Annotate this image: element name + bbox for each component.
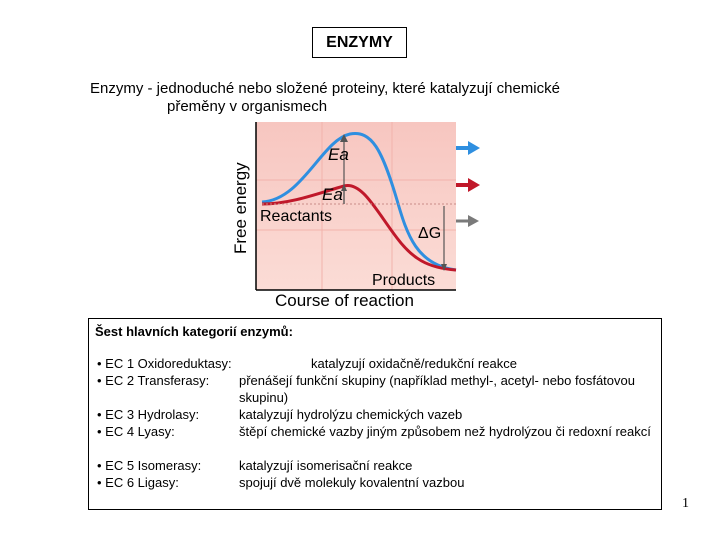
products-label: Products xyxy=(372,272,436,289)
ec-item-label: • EC 3 Hydrolasy: xyxy=(97,407,200,422)
ec-item-desc: štěpí chemické vazby jiným způsobem než hydrolýzou či redoxní reakcí xyxy=(239,424,651,439)
x-axis-label: Course of reaction xyxy=(275,291,414,310)
ec-item-desc: katalyzují isomerisační reakce xyxy=(239,458,413,473)
ec-item-desc: přenášejí funkční skupiny (například methyl-, acetyl- nebo fosfátovou skupinu) xyxy=(239,373,635,405)
enzyme-categories-box xyxy=(88,318,662,510)
y-axis-label: Free energy xyxy=(232,162,250,254)
energy-diagram-svg xyxy=(232,120,488,316)
intro-line-2: přeměny v organismech xyxy=(167,98,328,115)
ec-item-label: • EC 4 Lyasy: xyxy=(97,424,175,439)
ec-item-desc: katalyzují hydrolýzu chemických vazeb xyxy=(239,407,463,422)
page-number: 1 xyxy=(682,496,689,511)
slide-title xyxy=(312,27,407,58)
ec-item-desc: katalyzují oxidačně/redukční reakce xyxy=(311,356,517,371)
red-output-arrow-head xyxy=(468,178,480,192)
reactants-label: Reactants xyxy=(260,208,333,225)
energy-diagram xyxy=(232,120,488,316)
delta-g-label: ΔG xyxy=(418,225,442,242)
slide-title-text: ENZYMY xyxy=(326,33,393,51)
categories-heading: Šest hlavních kategorií enzymů: xyxy=(95,324,293,339)
ec-item-label: • EC 1 Oxidoreduktasy: xyxy=(97,356,232,371)
ec-item-label: • EC 5 Isomerasy: xyxy=(97,458,202,473)
intro-text xyxy=(90,80,560,116)
ec-item-label: • EC 6 Ligasy: xyxy=(97,475,179,490)
gray-output-arrow-head xyxy=(468,215,479,227)
ea-label-catalyzed: Ea xyxy=(322,185,343,204)
ec-item-desc: spojují dvě molekuly kovalentní vazbou xyxy=(239,475,465,490)
intro-line-1: Enzymy - jednoduché nebo složené proteiny, které katalyzují chemické xyxy=(90,80,560,97)
ec-item-label: • EC 2 Transferasy: xyxy=(97,373,210,388)
ea-label-uncatalyzed: Ea xyxy=(328,145,349,164)
blue-output-arrow-head xyxy=(468,141,480,155)
